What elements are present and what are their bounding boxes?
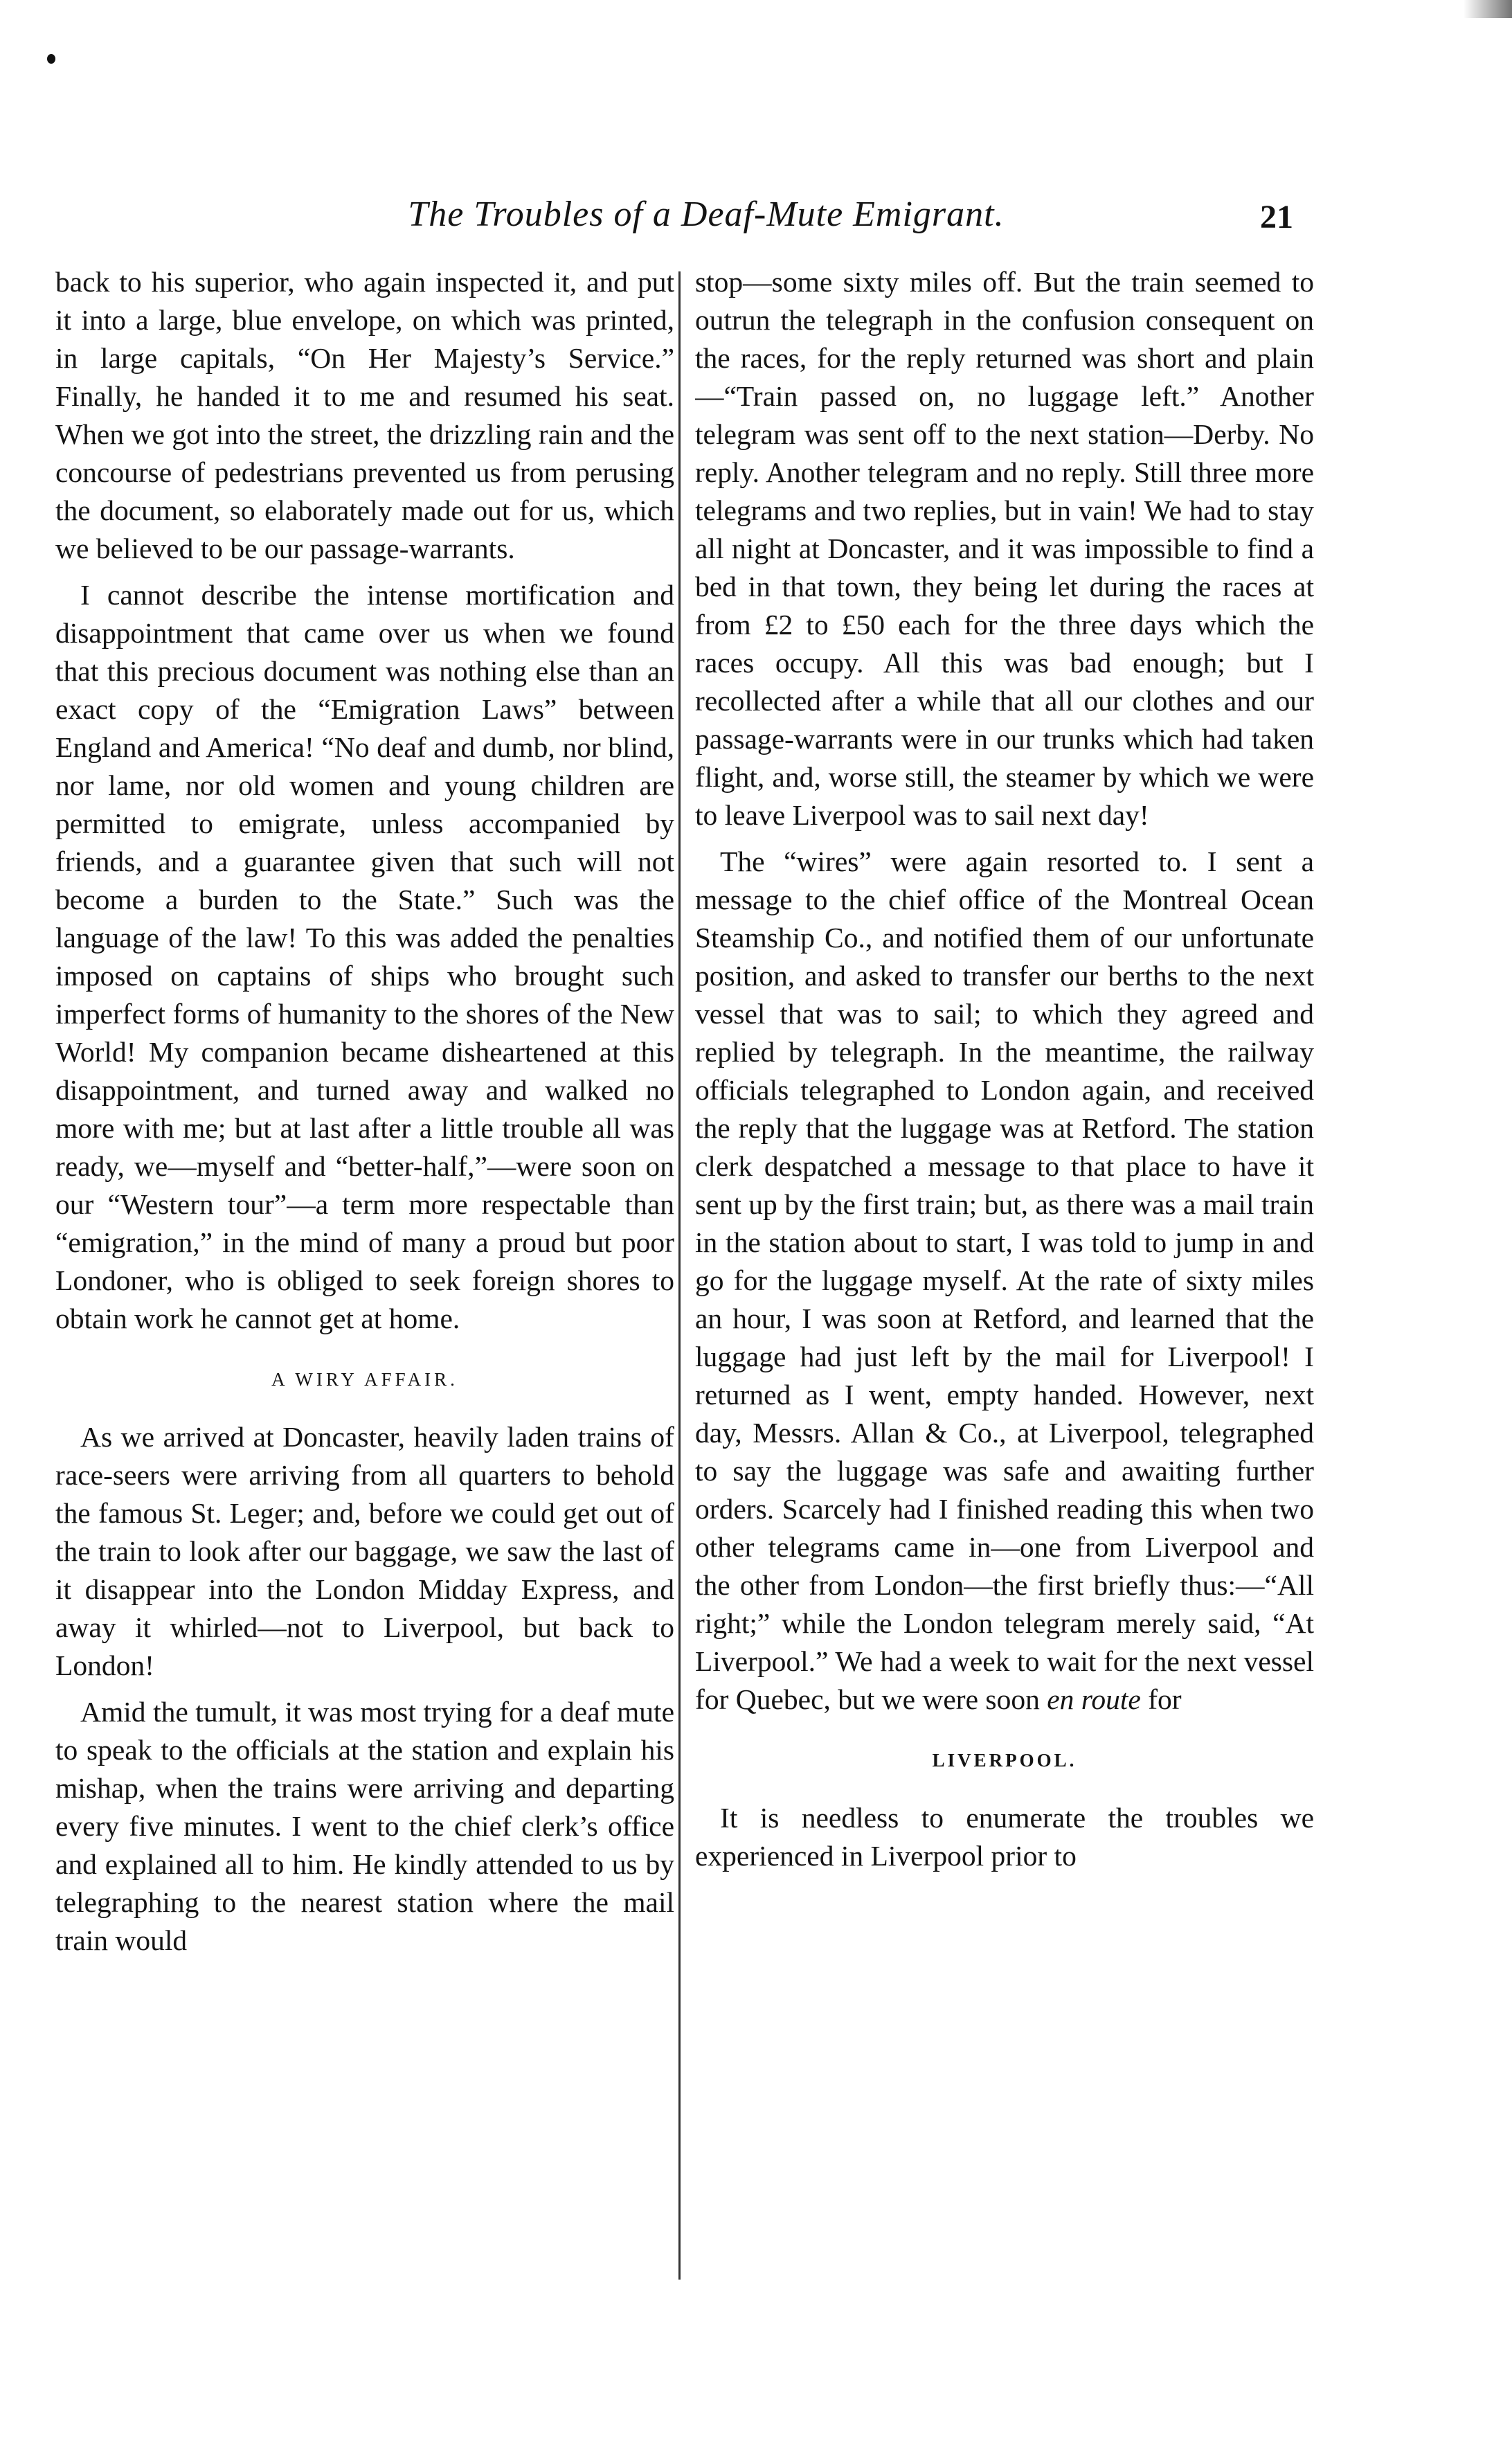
paragraph-text: The “wires” were again resorted to. I sent a message to the chief office of the Montreal Ocean Steamship Co., and notified them of our unfortunate position, and asked to transfer our berths to the next vessel that was to sail; to which they agreed and replied by telegraph. In the meantime, the railway officials telegraphed to London again, and received the reply that the luggage was at Retford. The station clerk despatched a message to that place to have it sent up by the first train; but, as there was a mail train in the station about to start, I was told to jump in and go for the luggage myself. At the rate of sixty miles an hour, I was soon at Retford, and learned that the luggage had just left by the mail for Liverpool! I returned as I went, empty handed. However, next day, Messrs. Allan & Co., at Liverpool, telegraphed to say the luggage was safe and awaiting further orders. Scarcely had I finished reading this when two other telegrams came in—one from Liverpool and the other from London—the first briefly thus:—“All right;” while the London telegram merely said, “At Liverpool.” We had a week to wait for the next vessel for Quebec, but we were soon xyxy=(695,845,1314,1715)
section-heading: A WIRY AFFAIR. xyxy=(271,1369,458,1390)
left-column xyxy=(55,263,674,2313)
running-title: The Troubles of a Deaf-Mute Emigrant. xyxy=(408,195,1005,234)
italic-phrase: en route xyxy=(1047,1683,1141,1715)
running-header xyxy=(0,194,1512,249)
page-number: 21 xyxy=(1260,199,1293,235)
paragraph-tail: for xyxy=(1148,1683,1182,1715)
right-column xyxy=(695,263,1314,2313)
scan-corner-mark xyxy=(1464,0,1512,18)
print-speck xyxy=(47,54,55,64)
paragraph: I cannot describe the intense mortification and disappointment that came over us when we found that this precious document was nothing else than an exact copy of the “Emigration Laws” between England and America! “No deaf and dumb, nor blind, nor lame, nor old women and young children are permitted to emigrate, unless accompanied by friends, and a guarantee given that such will not become a burden to the State.” Such was the language of the law! To this was added the penalties imposed on captains of ships who brought such imperfect forms of humanity to the shores of the New World! My companion became disheartened at this disappointment, and turned away and walked no more with me; but at last after a little trouble all was ready, we—myself and “better-half,”—were soon on our “Western tour”—a term more respectable than “emigration,” in the mind of many a proud but poor Londoner, who is obliged to seek foreign shores to obtain work he cannot get at home. xyxy=(55,579,674,1334)
paragraph: Amid the tumult, it was most trying for a deaf mute to speak to the officials at the station and explain his mishap, when the trains were arriving and departing every five minutes. I went to the chief clerk’s office and explained all to him. He kindly attended to us by telegraphing to the nearest station where the mail train would xyxy=(55,1696,674,1956)
paragraph: stop—some sixty miles off. But the train seemed to outrun the telegraph in the confusion consequent on the races, for the reply returned was short and plain—“Train passed on, no luggage left.” Another telegram was sent off to the next station—Derby. No reply. Another telegram and no reply. Still three more telegrams and two replies, but in vain! We had to stay all night at Doncaster, and it was impossible to find a bed in that town, they being let during the races at from £2 to £50 each for the three days which the races occupy. All this was bad enough; but I recollected after a while that all our clothes and our passage-warrants were in our trunks which had taken flight, and, worse still, the steamer by which we were to leave Liverpool was to sail next day! xyxy=(695,266,1314,831)
column-divider xyxy=(678,271,681,2280)
paragraph: back to his superior, who again inspected it, and put it into a large, blue envelope, on which was printed, in large capitals, “On Her Majesty’s Service.” Finally, he handed it to me and resumed his seat. When we got into the street, the drizzling rain and the concourse of pedestrians prevented us from perusing the document, so elaborately made out for us, which we believed to be our passage-warrants. xyxy=(55,266,674,564)
section-heading: LIVERPOOL. xyxy=(932,1750,1077,1771)
paragraph xyxy=(695,843,1314,1719)
paragraph: As we arrived at Doncaster, heavily laden trains of race-seers were arriving from all quarters to behold the famous St. Leger; and, before we could get out of the train to look after our baggage, we saw the last of it disappear into the London Midday Express, and away it whirled—not to Liverpool, but back to London! xyxy=(55,1421,674,1681)
paragraph: It is needless to enumerate the troubles we experienced in Liverpool prior to xyxy=(695,1802,1314,1872)
